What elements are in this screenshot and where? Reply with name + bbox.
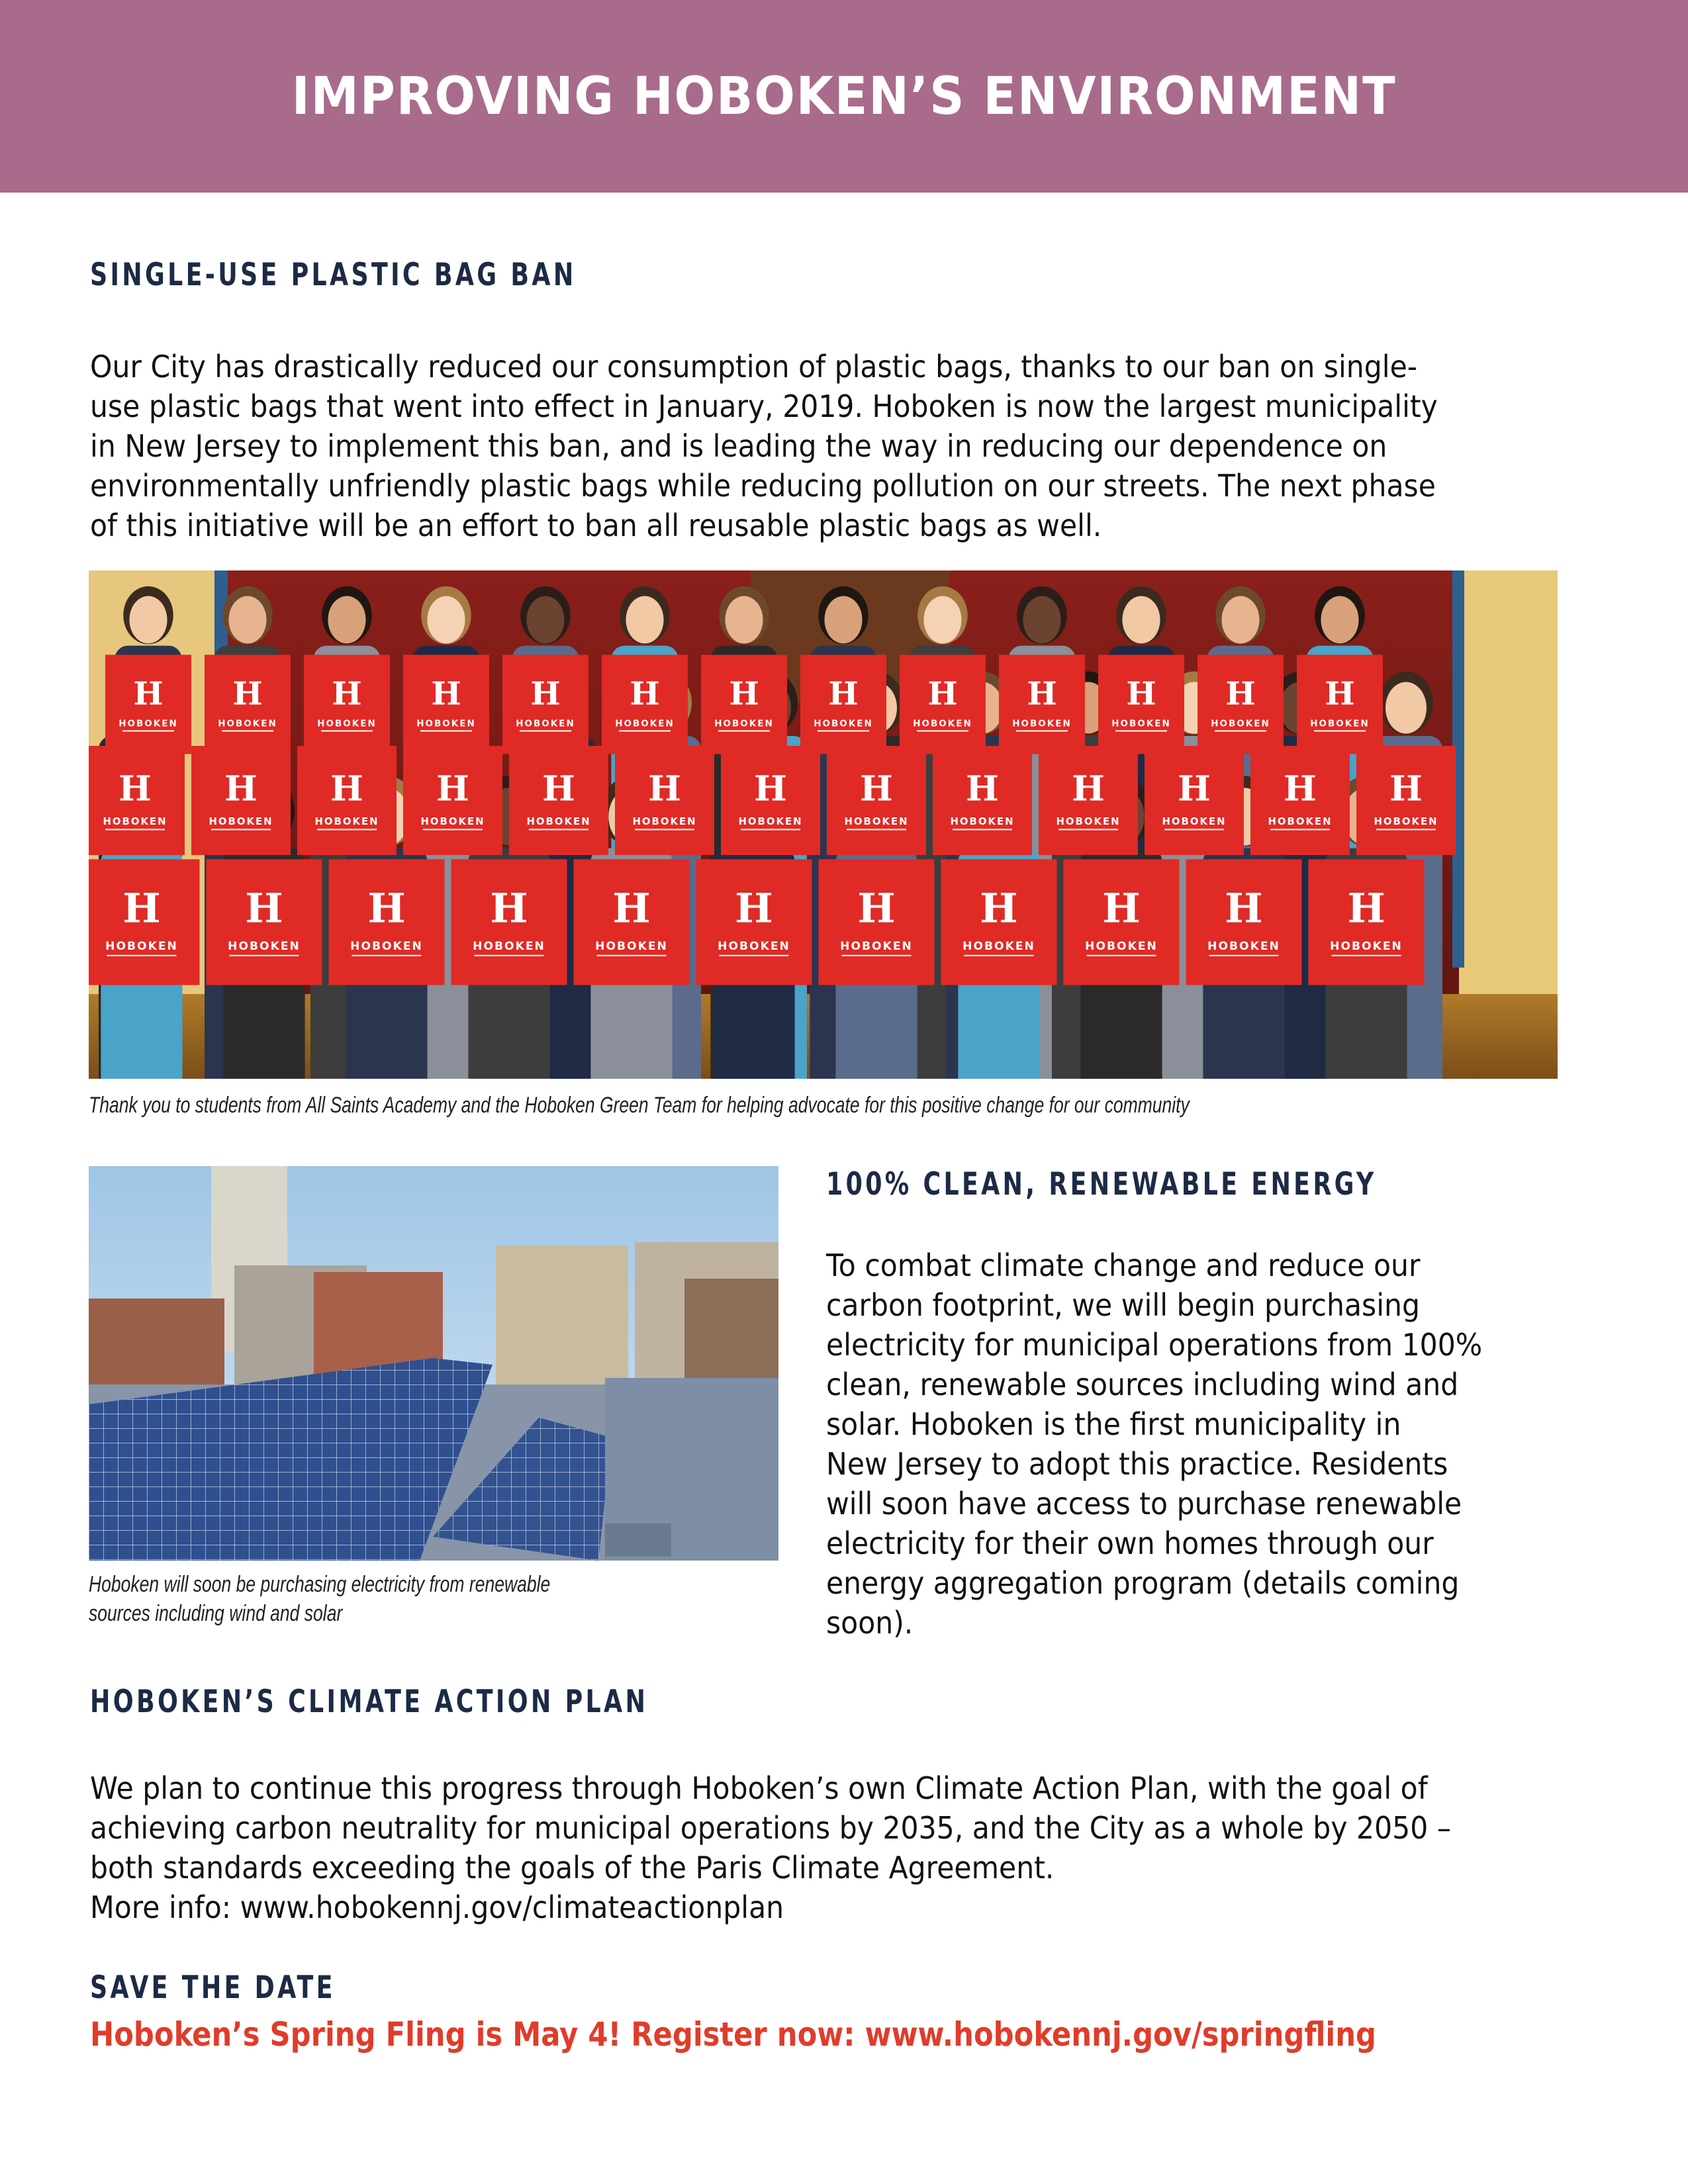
bag-logo-letter: H xyxy=(729,675,759,713)
clean-energy-paragraph xyxy=(826,1246,1482,1643)
bag-logo-letter: H xyxy=(1027,675,1057,713)
page-banner xyxy=(0,0,1688,193)
group-photo-illustration xyxy=(89,570,1558,1079)
red-bag xyxy=(800,655,886,754)
red-bag xyxy=(696,859,812,985)
paragraph-line: To combat climate change and reduce our xyxy=(826,1248,1421,1283)
bag-logo-letter: H xyxy=(1178,768,1211,809)
bag-logo-letter: H xyxy=(1102,885,1141,933)
bag-logo-text: HOBOKEN xyxy=(840,940,913,954)
section-heading-clean-energy: 100% CLEAN, RENEWABLE ENERGY xyxy=(826,1166,1377,1203)
bag-logo-letter: H xyxy=(1225,675,1256,713)
page-title: IMPROVING HOBOKEN’S ENVIRONMENT xyxy=(291,66,1397,126)
bag-logo-text: HOBOKEN xyxy=(314,815,379,827)
red-bag xyxy=(1356,746,1456,855)
red-bag xyxy=(329,859,445,985)
paragraph-line: energy aggregation program (details coming xyxy=(826,1565,1460,1601)
bag-logo-text: HOBOKEN xyxy=(1268,815,1333,827)
bag-logo-text: HOBOKEN xyxy=(1056,815,1121,827)
bag-logo-letter: H xyxy=(966,768,999,809)
paragraph-line: carbon footprint, we will begin purchasing xyxy=(826,1287,1421,1323)
bag-logo-text: HOBOKEN xyxy=(615,718,675,729)
red-bag xyxy=(574,859,690,985)
bag-logo-letter: H xyxy=(122,885,161,933)
bag-logo-text: HOBOKEN xyxy=(962,940,1035,954)
red-bag xyxy=(827,746,926,855)
red-bag xyxy=(89,859,200,985)
red-bag xyxy=(89,746,185,855)
bag-logo-text: HOBOKEN xyxy=(317,718,377,729)
bag-logo-letter: H xyxy=(735,885,773,933)
bag-logo-letter: H xyxy=(332,675,362,713)
red-bag xyxy=(105,655,191,754)
red-bag xyxy=(615,746,714,855)
paragraph-line: Our City has drastically reduced our consumption of plastic bags, thanks to our ban on single- xyxy=(90,349,1418,385)
paragraph-line: use plastic bags that went into effect in January, 2019. Hoboken is now the largest municipality xyxy=(90,388,1438,424)
spring-fling-announcement[interactable]: Hoboken’s Spring Fling is May 4! Register now: www.hobokennj.gov/springfling xyxy=(90,2015,1377,2054)
paragraph-line: We plan to continue this progress through Hoboken’s own Climate Action Plan, with the goal of xyxy=(90,1770,1428,1806)
red-bag xyxy=(403,655,489,754)
bag-logo-letter: H xyxy=(648,768,681,809)
group-photo-caption: Thank you to students from All Saints Academy and the Hoboken Green Team for helping advocate for this positive change for our community xyxy=(89,1093,1190,1118)
bag-ban-paragraph xyxy=(90,347,1438,545)
red-bag xyxy=(1186,859,1302,985)
paragraph-line: clean, renewable sources including wind and xyxy=(826,1367,1459,1402)
bag-logo-letter: H xyxy=(980,885,1018,933)
bag-logo-letter: H xyxy=(1347,885,1385,933)
bag-logo-letter: H xyxy=(330,768,363,809)
red-bag xyxy=(207,859,322,985)
bag-logo-text: HOBOKEN xyxy=(844,815,909,827)
bag-logo-text: HOBOKEN xyxy=(209,815,273,827)
bag-logo-text: HOBOKEN xyxy=(718,940,790,954)
bag-logo-text: HOBOKEN xyxy=(814,718,873,729)
bag-logo-text: HOBOKEN xyxy=(105,940,178,954)
red-bag xyxy=(297,746,397,855)
bag-logo-letter: H xyxy=(530,675,561,713)
section-heading-bag-ban: SINGLE-USE PLASTIC BAG BAN xyxy=(90,257,577,293)
caption-line: Hoboken will soon be purchasing electricity from renewable xyxy=(89,1572,551,1597)
bag-logo-text: HOBOKEN xyxy=(1310,718,1370,729)
red-bag xyxy=(1250,746,1350,855)
red-bag xyxy=(1145,746,1244,855)
paragraph-line: electricity for their own homes through our xyxy=(826,1525,1434,1561)
bag-logo-letter: H xyxy=(436,768,469,809)
bag-logo-letter: H xyxy=(232,675,263,713)
bag-logo-letter: H xyxy=(133,675,164,713)
bag-logo-letter: H xyxy=(118,768,152,809)
paragraph-line: solar. Hoboken is the first municipality in xyxy=(826,1406,1401,1442)
bag-logo-letter: H xyxy=(612,885,651,933)
bag-logo-letter: H xyxy=(1389,768,1423,809)
red-bag xyxy=(819,859,935,985)
climate-plan-paragraph xyxy=(90,1768,1451,1927)
bag-logo-letter: H xyxy=(490,885,528,933)
solar-photo xyxy=(89,1166,778,1561)
bag-logo-text: HOBOKEN xyxy=(632,815,697,827)
red-bag xyxy=(451,859,567,985)
red-bag xyxy=(1297,655,1383,754)
red-bag xyxy=(900,655,986,754)
red-bag xyxy=(999,655,1085,754)
paragraph-line: achieving carbon neutrality for municipal operations by 2035, and the City as a whole by 2050 – xyxy=(90,1810,1452,1846)
red-bag xyxy=(502,655,588,754)
paragraph-line: of this initiative will be an effort to ban all reusable plastic bags as well. xyxy=(90,508,1102,543)
red-bag xyxy=(721,746,820,855)
paragraph-line: electricity for municipal operations from 100% xyxy=(826,1327,1483,1363)
bag-logo-letter: H xyxy=(1284,768,1317,809)
bag-logo-letter: H xyxy=(927,675,958,713)
bag-logo-letter: H xyxy=(224,768,258,809)
paragraph-line: New Jersey to adopt this practice. Residents xyxy=(826,1446,1448,1482)
bag-logo-text: HOBOKEN xyxy=(473,940,545,954)
bag-logo-text: HOBOKEN xyxy=(950,815,1015,827)
bag-logo-letter: H xyxy=(367,885,406,933)
bag-logo-letter: H xyxy=(860,768,893,809)
bag-logo-text: HOBOKEN xyxy=(1162,815,1227,827)
red-bag xyxy=(205,655,291,754)
caption-line: sources including wind and solar xyxy=(89,1601,343,1626)
solar-photo-caption xyxy=(89,1570,550,1628)
red-bag xyxy=(1098,655,1184,754)
bag-logo-letter: H xyxy=(431,675,461,713)
red-bag xyxy=(1197,655,1284,754)
bag-logo-letter: H xyxy=(542,768,575,809)
bag-logo-text: HOBOKEN xyxy=(526,815,591,827)
bag-logo-text: HOBOKEN xyxy=(1085,940,1158,954)
bag-logo-text: HOBOKEN xyxy=(118,718,178,729)
bag-logo-letter: H xyxy=(1225,885,1263,933)
bag-logo-text: HOBOKEN xyxy=(218,718,277,729)
bag-logo-text: HOBOKEN xyxy=(738,815,803,827)
bag-logo-text: HOBOKEN xyxy=(913,718,972,729)
red-bag xyxy=(1039,746,1138,855)
red-bag xyxy=(304,655,390,754)
solar-photo-illustration xyxy=(89,1166,778,1561)
red-bag xyxy=(509,746,608,855)
bag-logo-letter: H xyxy=(828,675,859,713)
bag-logo-letter: H xyxy=(754,768,787,809)
red-bag xyxy=(403,746,502,855)
bag-logo-text: HOBOKEN xyxy=(103,815,167,827)
bag-logo-text: HOBOKEN xyxy=(1207,940,1280,954)
bag-logo-text: HOBOKEN xyxy=(1330,940,1403,954)
bag-logo-text: HOBOKEN xyxy=(714,718,774,729)
red-bag xyxy=(1309,859,1425,985)
bag-logo-letter: H xyxy=(1325,675,1355,713)
bag-logo-letter: H xyxy=(1126,675,1156,713)
bag-logo-text: HOBOKEN xyxy=(1211,718,1270,729)
paragraph-line: will soon have access to purchase renewable xyxy=(826,1486,1462,1522)
bag-logo-letter: H xyxy=(1072,768,1105,809)
section-heading-climate-plan: HOBOKEN’S CLIMATE ACTION PLAN xyxy=(90,1684,649,1720)
bag-logo-text: HOBOKEN xyxy=(228,940,301,954)
group-photo xyxy=(89,570,1558,1079)
bag-logo-text: HOBOKEN xyxy=(416,718,476,729)
bag-logo-text: HOBOKEN xyxy=(1012,718,1072,729)
red-bag xyxy=(602,655,688,754)
bag-logo-text: HOBOKEN xyxy=(350,940,423,954)
red-bag xyxy=(1064,859,1180,985)
bag-logo-text: HOBOKEN xyxy=(1374,815,1438,827)
paragraph-line: in New Jersey to implement this ban, and is leading the way in reducing our dependence on xyxy=(90,428,1387,464)
section-heading-save-the-date: SAVE THE DATE xyxy=(90,1970,336,2006)
bag-logo-letter: H xyxy=(857,885,896,933)
red-bag xyxy=(191,746,291,855)
bag-logo-text: HOBOKEN xyxy=(516,718,575,729)
bag-logo-letter: H xyxy=(245,885,283,933)
red-bag xyxy=(701,655,787,754)
climate-plan-link[interactable]: More info: www.hobokennj.gov/climateactionplan xyxy=(90,1889,784,1925)
bag-logo-letter: H xyxy=(630,675,660,713)
red-bag xyxy=(933,746,1032,855)
paragraph-line: soon). xyxy=(826,1605,914,1641)
red-bag xyxy=(941,859,1057,985)
paragraph-line: environmentally unfriendly plastic bags while reducing pollution on our streets. The next phase xyxy=(90,468,1436,504)
bag-logo-text: HOBOKEN xyxy=(1111,718,1171,729)
bag-logo-text: HOBOKEN xyxy=(595,940,668,954)
paragraph-line: both standards exceeding the goals of the Paris Climate Agreement. xyxy=(90,1850,1055,1886)
bag-logo-text: HOBOKEN xyxy=(420,815,485,827)
